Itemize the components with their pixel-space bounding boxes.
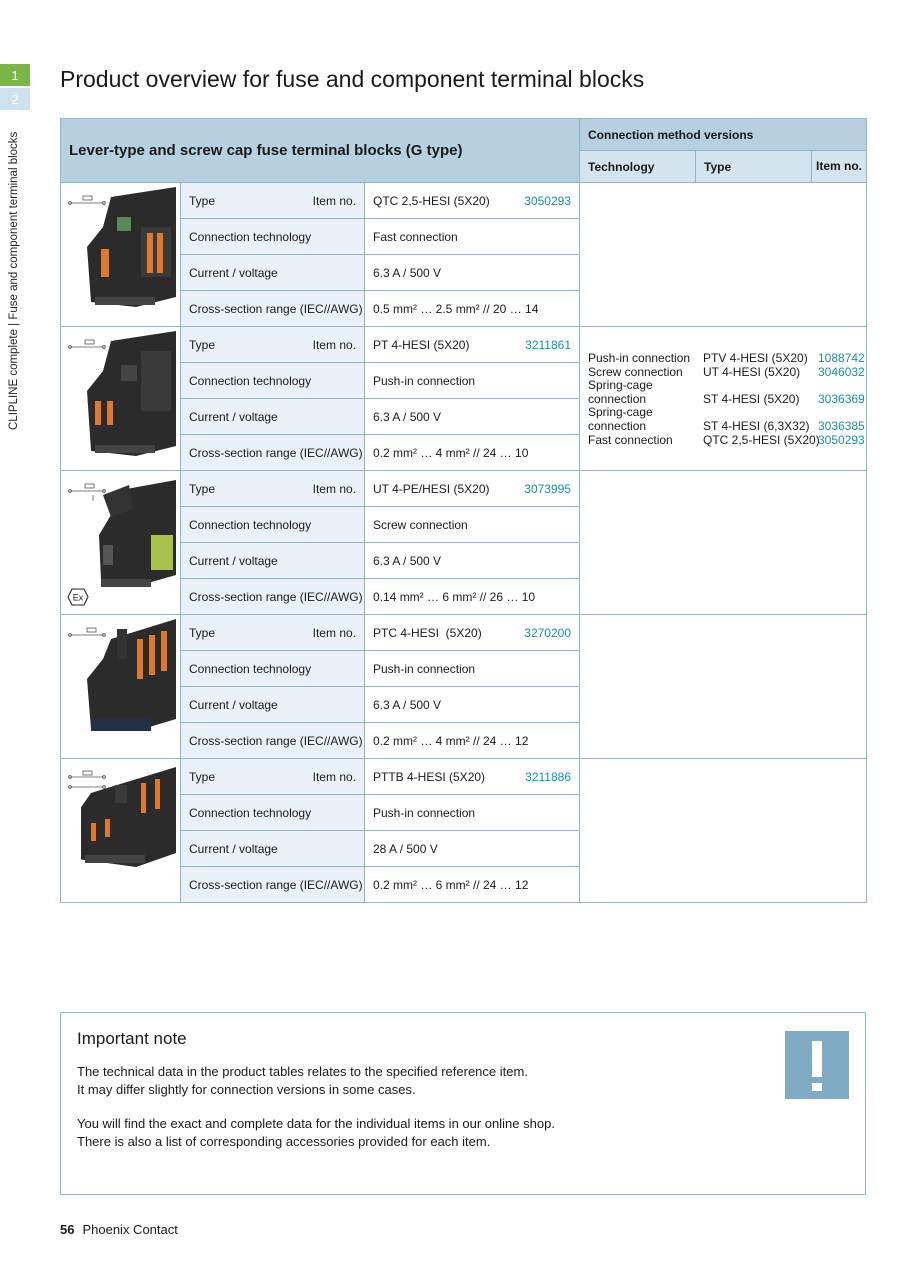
note-line-1: The technical data in the product tables relates to the specified reference item.	[77, 1064, 528, 1079]
connection-label: Connection technology	[181, 795, 365, 831]
type-label-cell	[181, 471, 365, 507]
table-main-header: Lever-type and screw cap fuse terminal blocks (G type)	[61, 119, 580, 183]
cross-section-label: Cross-section range (IEC//AWG)	[181, 435, 365, 471]
connection-versions-header: Connection method versions	[580, 119, 867, 151]
conn-type: PTV 4-HESI (5X20)	[703, 351, 808, 365]
type-label-cell	[181, 183, 365, 219]
item-no-label: Item no.	[312, 481, 356, 496]
note-paragraph-1	[77, 1063, 528, 1098]
product-overview-table	[60, 118, 867, 903]
list-item	[588, 366, 866, 380]
product-image-cell	[61, 183, 181, 327]
connection-versions-cell	[580, 327, 867, 471]
page-footer	[60, 1222, 178, 1237]
product-item-no[interactable]: 3073995	[524, 481, 571, 496]
list-item	[588, 352, 866, 366]
cross-section-value: 0.2 mm² … 4 mm² // 24 … 12	[365, 723, 580, 759]
note-line-2: It may differ slightly for connection versions in some cases.	[77, 1081, 416, 1097]
cross-section-value: 0.2 mm² … 6 mm² // 24 … 12	[365, 867, 580, 903]
item-no-label: Item no.	[312, 337, 356, 352]
connection-label: Connection technology	[181, 507, 365, 543]
conn-technology: connection	[588, 391, 647, 406]
connection-value: Screw connection	[365, 507, 580, 543]
type-label-cell	[181, 759, 365, 795]
product-item-no[interactable]: 3211886	[525, 769, 571, 784]
svg-text:Ex: Ex	[72, 592, 84, 603]
list-item	[588, 393, 866, 407]
exclamation-icon	[785, 1031, 849, 1099]
product-image-cell	[61, 615, 181, 759]
current-voltage-value: 6.3 A / 500 V	[365, 543, 580, 579]
conn-item-no[interactable]: 3046032	[818, 364, 865, 379]
connection-value: Fast connection	[365, 219, 580, 255]
note-line-4: There is also a list of corresponding accessories provided for each item.	[77, 1133, 491, 1149]
product-type: PT 4-HESI (5X20)	[373, 337, 470, 352]
terminal-block-image	[81, 187, 179, 321]
conn-technology: connection	[588, 418, 647, 433]
cross-section-label: Cross-section range (IEC//AWG)	[181, 579, 365, 615]
table-row	[61, 327, 867, 363]
conn-type: ST 4-HESI (6,3X32)	[703, 418, 810, 433]
product-type: UT 4-PE/HESI (5X20)	[373, 481, 490, 496]
item-no-header: Item no.	[812, 151, 867, 183]
product-image-cell	[61, 471, 181, 615]
product-type: PTTB 4-HESI (5X20)	[373, 769, 486, 784]
list-item	[588, 434, 866, 448]
item-no-label: Item no.	[312, 769, 356, 784]
current-voltage-label: Current / voltage	[181, 831, 365, 867]
current-voltage-value: 6.3 A / 500 V	[365, 399, 580, 435]
chapter-tab-1[interactable]: 1	[0, 64, 30, 86]
list-item	[588, 379, 866, 393]
type-value-cell	[365, 615, 580, 651]
connection-versions-cell	[580, 759, 867, 903]
terminal-block-image	[81, 763, 179, 897]
connection-value: Push-in connection	[365, 795, 580, 831]
cross-section-value: 0.14 mm² … 6 mm² // 26 … 10	[365, 579, 580, 615]
current-voltage-label: Current / voltage	[181, 255, 365, 291]
terminal-block-image	[81, 475, 179, 609]
current-voltage-label: Current / voltage	[181, 399, 365, 435]
conn-type: QTC 2,5-HESI (5X20)	[703, 432, 820, 447]
table-row	[61, 183, 867, 219]
conn-technology: Spring-cage	[588, 405, 653, 420]
list-item	[588, 420, 866, 434]
conn-item-no[interactable]: 1088742	[818, 351, 865, 365]
product-image-cell	[61, 327, 181, 471]
ex-hexagon-icon	[67, 588, 89, 606]
type-label-cell	[181, 615, 365, 651]
product-type: QTC 2,5-HESI (5X20)	[373, 193, 490, 208]
table-row	[61, 471, 867, 507]
type-label: Type	[189, 193, 216, 208]
type-value-cell	[365, 183, 580, 219]
important-note-box	[60, 1012, 866, 1195]
type-value-cell	[365, 471, 580, 507]
current-voltage-label: Current / voltage	[181, 687, 365, 723]
type-label: Type	[189, 337, 216, 352]
type-label-cell	[181, 327, 365, 363]
company-name: Phoenix Contact	[82, 1222, 178, 1237]
item-no-label: Item no.	[312, 193, 356, 208]
connection-versions-list	[588, 352, 866, 447]
conn-type	[703, 406, 818, 420]
type-label: Type	[189, 481, 216, 496]
conn-type	[703, 379, 818, 393]
product-item-no[interactable]: 3050293	[524, 193, 571, 208]
product-type: PTC 4-HESI (5X20)	[373, 625, 482, 640]
connection-label: Connection technology	[181, 651, 365, 687]
item-no-label: Item no.	[312, 625, 356, 640]
cross-section-label: Cross-section range (IEC//AWG)	[181, 867, 365, 903]
current-voltage-value: 28 A / 500 V	[365, 831, 580, 867]
technology-header: Technology	[580, 151, 696, 183]
conn-technology: Spring-cage	[588, 378, 653, 393]
cross-section-value: 0.5 mm² … 2.5 mm² // 20 … 14	[365, 291, 580, 327]
note-paragraph-2	[77, 1115, 555, 1150]
section-label: CLIPLINE complete | Fuse and component terminal blocks	[8, 131, 20, 430]
cross-section-value: 0.2 mm² … 4 mm² // 24 … 10	[365, 435, 580, 471]
conn-technology: Push-in connection	[588, 351, 691, 365]
type-value-cell	[365, 327, 580, 363]
current-voltage-label: Current / voltage	[181, 543, 365, 579]
connection-value: Push-in connection	[365, 651, 580, 687]
type-label: Type	[189, 769, 216, 784]
product-item-no[interactable]: 3270200	[524, 625, 571, 640]
connection-label: Connection technology	[181, 363, 365, 399]
table-row	[61, 615, 867, 651]
cross-section-label: Cross-section range (IEC//AWG)	[181, 723, 365, 759]
note-title: Important note	[77, 1029, 187, 1048]
conn-technology: Screw connection	[588, 364, 683, 379]
connection-versions-cell	[580, 615, 867, 759]
page-number: 56	[60, 1222, 75, 1237]
product-item-no[interactable]: 3211861	[525, 337, 571, 352]
table-row	[61, 759, 867, 795]
connection-versions-cell	[580, 183, 867, 327]
connection-versions-cell	[580, 471, 867, 615]
note-line-3: You will find the exact and complete data for the individual items in our online shop.	[77, 1116, 555, 1131]
product-image-cell	[61, 759, 181, 903]
conn-type: ST 4-HESI (5X20)	[703, 391, 800, 406]
list-item	[588, 406, 866, 420]
page-title: Product overview for fuse and component terminal blocks	[60, 66, 645, 92]
conn-item-no[interactable]: 3036385	[818, 418, 865, 433]
conn-item-no[interactable]: 3050293	[818, 432, 865, 447]
conn-item-no[interactable]: 3036369	[818, 391, 865, 406]
cross-section-label: Cross-section range (IEC//AWG)	[181, 291, 365, 327]
connection-label: Connection technology	[181, 219, 365, 255]
conn-type: UT 4-HESI (5X20)	[703, 364, 801, 379]
connection-value: Push-in connection	[365, 363, 580, 399]
type-value-cell	[365, 759, 580, 795]
type-label: Type	[189, 625, 216, 640]
chapter-tab-2[interactable]: 2	[0, 88, 30, 110]
current-voltage-value: 6.3 A / 500 V	[365, 687, 580, 723]
conn-technology: Fast connection	[588, 432, 673, 447]
current-voltage-value: 6.3 A / 500 V	[365, 255, 580, 291]
type-header: Type	[696, 151, 812, 183]
chapter-tabs	[0, 64, 30, 112]
terminal-block-image	[81, 619, 179, 753]
terminal-block-image	[81, 331, 179, 465]
